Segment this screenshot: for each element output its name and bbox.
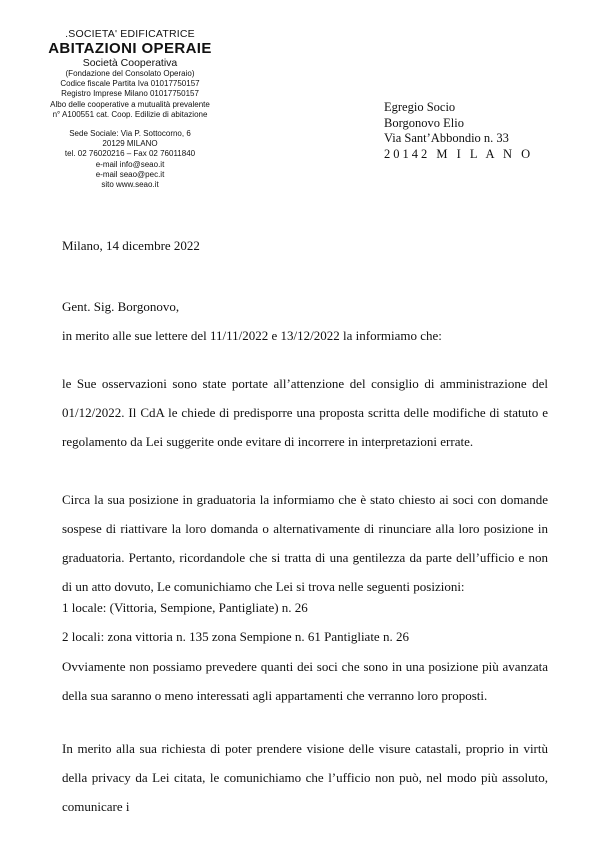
- recipient-city: 20142 M I L A N O: [384, 146, 534, 161]
- sender-letterhead: [30, 28, 230, 190]
- sender-registry: Registro Imprese Milano 01017750157: [61, 89, 199, 99]
- sender-email: e-mail info@seao.it: [95, 159, 165, 169]
- position-one-room: 1 locale: (Vittoria, Sempione, Pantigliate) n. 26: [62, 600, 308, 615]
- sender-line-1: .SOCIETA' EDIFICATRICE: [65, 28, 195, 40]
- sender-type: Società Cooperativa: [82, 57, 178, 69]
- salutation: Gent. Sig. Borgonovo,: [62, 299, 180, 314]
- sender-foundation: (Fondazione del Consolato Operaio): [65, 69, 195, 78]
- sender-phone: tel. 02 76020216 – Fax 02 76011840: [64, 149, 196, 159]
- sender-pec: e-mail seao@pec.it: [95, 169, 165, 179]
- recipient-street: Via Sant’Abbondio n. 33: [384, 131, 509, 146]
- recipient-line-1: Egregio Socio: [384, 100, 456, 114]
- sender-address: Sede Sociale: Via P. Sottocorno, 6: [69, 129, 191, 139]
- letter-date: Milano, 14 dicembre 2022: [62, 238, 200, 253]
- paragraph-observations: le Sue osservazioni sono state portate all’attenzione del consiglio di amministrazione del 01/12/2022. Il CdA le chiede di predisporre una proposta scritta delle modifiche di statuto e regolamento da Lei suggerite onde evitare di incorrere in interpretazioni errate.: [62, 376, 548, 449]
- sender-register-line: Albo delle cooperative a mutualità prevalente: [50, 99, 210, 109]
- sender-register-number: n° A100551 cat. Coop. Edilizie di abitazione: [52, 109, 208, 119]
- sender-city: 20129 MILANO: [102, 139, 158, 149]
- sender-website: sito www.seao.it: [101, 180, 159, 190]
- position-two-rooms: 2 locali: zona vittoria n. 135 zona Sempione n. 61 Pantigliate n. 26: [62, 629, 409, 644]
- paragraph-privacy: In merito alla sua richiesta di poter prendere visione delle visure catastali, proprio in virtù della privacy da Lei citata, le comunichiamo che l’ufficio non può, nel modo più assoluto, comunicare i: [62, 741, 548, 814]
- paragraph-ranking: Circa la sua posizione in graduatoria la informiamo che è stato chiesto ai soci con domande sospese di riattivare la loro domanda o alternativamente di rinunciare alla loro posizione in graduatoria. Pertanto, ricordandole che si tratta di una gentilezza da parte dell’ufficio e non di un atto dovuto, Le comunichiamo che Lei si trova nelle seguenti posizioni:: [62, 492, 548, 594]
- recipient-address: [384, 100, 533, 162]
- recipient-name: Borgonovo Elio: [384, 115, 464, 130]
- sender-name: ABITAZIONI OPERAIE: [48, 40, 212, 57]
- paragraph-availability: Ovviamente non possiamo prevedere quanti dei soci che sono in una posizione più avanzata della sua saranno o meno interessati agli appartamenti che verranno loro proposti.: [62, 659, 548, 703]
- sender-tax-code: Codice fiscale Partita Iva 01017750157: [60, 79, 200, 89]
- intro-line: in merito alle sue lettere del 11/11/2022 e 13/12/2022 la informiamo che:: [62, 328, 442, 343]
